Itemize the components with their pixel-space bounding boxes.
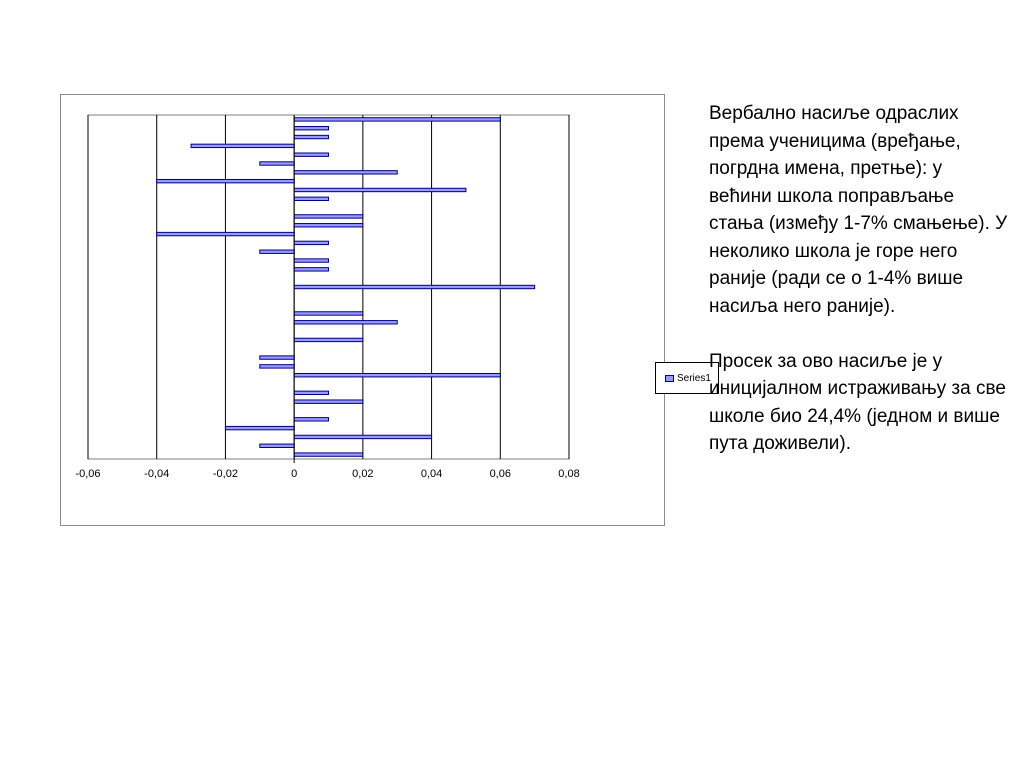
bar — [294, 391, 328, 394]
bar — [294, 321, 397, 324]
bar — [157, 232, 294, 235]
x-tick-label: -0,04 — [144, 468, 170, 480]
bar — [260, 356, 294, 359]
bar — [294, 171, 397, 174]
bar — [294, 400, 363, 403]
bar — [294, 374, 500, 377]
bar — [294, 259, 328, 262]
legend-label: Series1 — [677, 372, 711, 384]
bar — [294, 453, 363, 456]
x-tick-label: 0,02 — [352, 468, 374, 480]
bar — [294, 224, 363, 227]
bar — [294, 435, 431, 438]
bar — [294, 127, 328, 130]
bar — [294, 338, 363, 341]
legend-swatch — [665, 375, 674, 382]
bar — [260, 250, 294, 253]
x-tick-label: 0 — [291, 468, 298, 480]
bar — [294, 312, 363, 315]
side-paragraph: Просек за ово насиље је у иницијалном истраживању за све школе био 24,4% (једном и више пута доживели). — [709, 350, 1006, 454]
chart-frame — [60, 94, 711, 526]
bar — [225, 426, 294, 429]
side-paragraph: Вербално насиље одраслих према ученицима (врeђање, погрдна имена, претње): у већини школа поправљање стања (између 1-7% смањење). У неколико школа је горе него раније (ради се о 1-4% више насиља него раније). — [709, 103, 1008, 317]
bar — [294, 118, 500, 121]
x-tick-label: 0,06 — [489, 468, 511, 480]
side-text — [709, 100, 1009, 458]
bar — [260, 444, 294, 447]
bar — [294, 197, 328, 200]
bar — [191, 144, 294, 147]
bar — [294, 241, 328, 244]
x-tick-label: -0,06 — [75, 468, 101, 480]
bar — [294, 285, 534, 288]
bar — [260, 162, 294, 165]
x-tick-label: -0,02 — [212, 468, 238, 480]
x-tick-label: 0,08 — [558, 468, 580, 480]
bar — [294, 153, 328, 156]
x-tick-label: 0,04 — [420, 468, 443, 480]
bar — [294, 188, 466, 191]
bar — [294, 135, 328, 138]
bar — [294, 418, 328, 421]
bar-chart — [61, 95, 664, 525]
bar — [157, 179, 294, 182]
bar — [294, 268, 328, 271]
bar — [294, 215, 363, 218]
bar — [260, 365, 294, 368]
